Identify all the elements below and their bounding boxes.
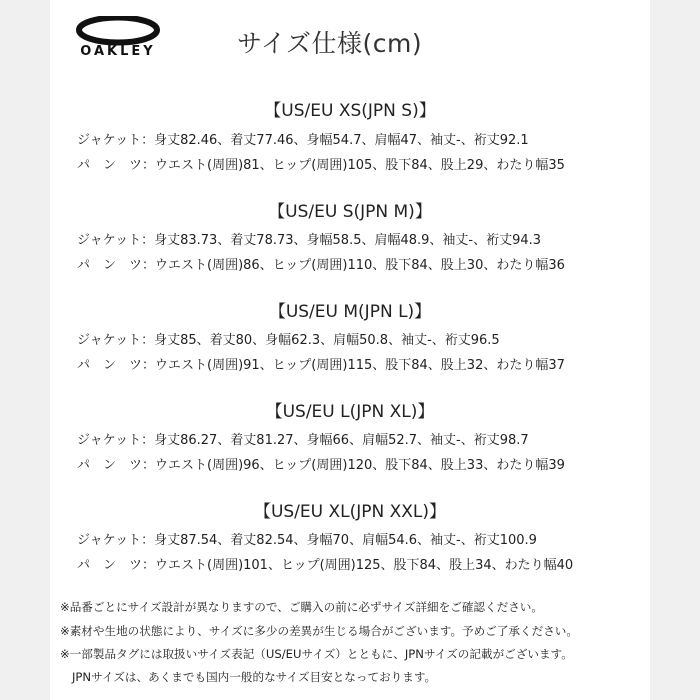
size-heading: 【US/EU XS(JPN S)】 bbox=[264, 101, 436, 121]
size-heading: 【US/EU L(JPN XL)】 bbox=[265, 402, 435, 422]
note-text: ※一部製品タグには取扱いサイズ表記（US/EUサイズ）とともに、JPNサイズの記載がございます。 bbox=[60, 647, 573, 661]
note-text: JPNサイズは、あくまでも国内一般的なサイズ目安となっております。 bbox=[72, 670, 437, 684]
pants-spec: パ ン ツ：ウエスト(周囲)86、ヒップ(周囲)110、股下84、股上30、わたり幅36 bbox=[77, 258, 565, 273]
oakley-logo bbox=[58, 16, 178, 62]
jacket-spec: ジャケット：身丈87.54、着丈82.54、身幅70、肩幅54.6、袖丈-、裄丈100.9 bbox=[77, 533, 537, 548]
jacket-spec: ジャケット：身丈82.46、着丈77.46、身幅54.7、肩幅47、袖丈-、裄丈92.1 bbox=[77, 133, 529, 148]
size-spec-page bbox=[50, 0, 650, 700]
note-text: ※品番ごとにサイズ設計が異なりますので、ご購入の前に必ずサイズ詳細をご確認ください。 bbox=[60, 600, 543, 614]
pants-spec: パ ン ツ：ウエスト(周囲)81、ヒップ(周囲)105、股下84、股上29、わたり幅35 bbox=[77, 158, 565, 173]
jacket-spec: ジャケット：身丈86.27、着丈81.27、身幅66、肩幅52.7、袖丈-、裄丈98.7 bbox=[77, 433, 529, 448]
note-text: ※素材や生地の状態により、サイズに多少の差異が生じる場合がございます。予めご了承ください。 bbox=[60, 624, 578, 638]
logo-wordmark: OAKLEY bbox=[80, 44, 156, 59]
pants-spec: パ ン ツ：ウエスト(周囲)96、ヒップ(周囲)120、股下84、股上33、わたり幅39 bbox=[77, 458, 565, 473]
pants-spec: パ ン ツ：ウエスト(周囲)101、ヒップ(周囲)125、股下84、股上34、わたり幅40 bbox=[77, 558, 574, 573]
pants-spec: パ ン ツ：ウエスト(周囲)91、ヒップ(周囲)115、股下84、股上32、わたり幅37 bbox=[77, 358, 565, 373]
size-heading: 【US/EU M(JPN L)】 bbox=[268, 302, 432, 322]
oakley-ellipse-icon bbox=[58, 16, 178, 46]
size-heading: 【US/EU XL(JPN XXL)】 bbox=[253, 502, 447, 522]
page-title: サイズ仕様(cm) bbox=[237, 29, 423, 58]
jacket-spec: ジャケット：身丈83.73、着丈78.73、身幅58.5、肩幅48.9、袖丈-、裄丈94.3 bbox=[77, 233, 542, 248]
size-heading: 【US/EU S(JPN M)】 bbox=[268, 202, 432, 222]
jacket-spec: ジャケット：身丈85、着丈80、身幅62.3、肩幅50.8、袖丈-、裄丈96.5 bbox=[77, 333, 500, 348]
